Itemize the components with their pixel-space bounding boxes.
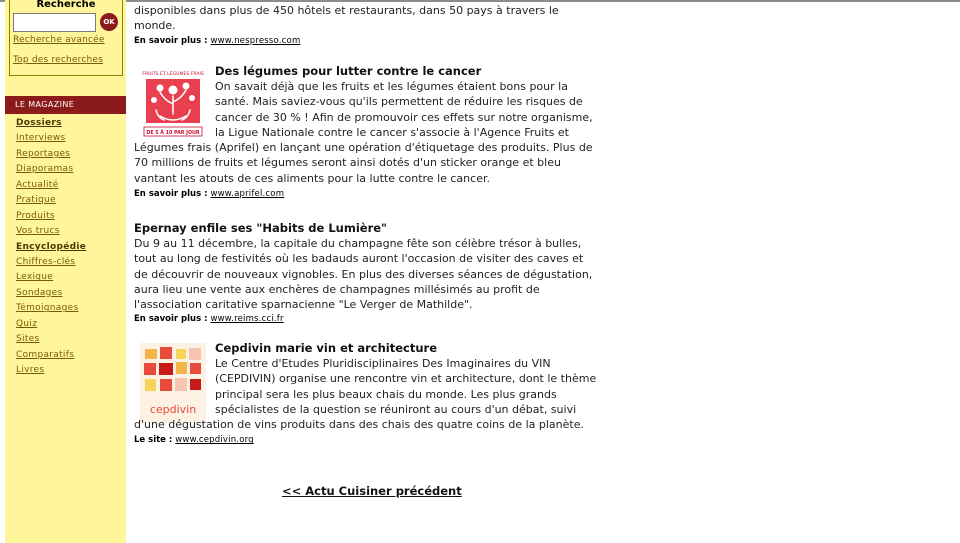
magazine-item-livres[interactable]: Livres <box>16 365 45 375</box>
article-cepdivin <box>134 341 598 446</box>
search-input[interactable] <box>13 13 96 32</box>
cepdivin-logo <box>140 343 206 415</box>
magazine-item-vos-trucs[interactable]: Vos trucs <box>16 226 60 237</box>
article-epernay <box>134 221 598 325</box>
reims-cci-link[interactable]: www.reims.cci.fr <box>210 314 284 325</box>
article-nespresso <box>134 3 598 47</box>
article-text: Le Centre d'Etudes Pluridisciplinaires Des Imaginaires du VIN (CEPDIVIN) organise une rencontre vin et architecture, dont le thème principal sera les plus beaux chais du monde. Les plus grands spécialistes de la question se réuniront au cours d'un débat, suivi d'une dégustation de vins produits dans des chais des quatre coins de la planète. <box>134 357 597 432</box>
previous-page-link[interactable]: << Actu Cuisiner précédent <box>282 484 462 498</box>
search-title: Recherche <box>36 0 96 10</box>
article-title[interactable]: Cepdivin marie vin et architecture <box>215 341 438 355</box>
article-text: Du 9 au 11 décembre, la capitale du champagne fête son célèbre trésor à bulles, tout au long de festivités où les badauds auront l'occasion de visiter des caves et de découvrir de nouveaux vignobles. En plus des diverses séances de dégustation, aura lieu une vente aux enchères de champagnes millésimés au profit de l'association caritative sparnacienne "Le Verger de Mathilde". <box>134 237 593 312</box>
magazine-item-chiffres-cles[interactable]: Chiffres-clés <box>16 256 76 267</box>
article-text: On savait déjà que les fruits et les légumes étaient bons pour la santé. Mais saviez-vous qu'ils permettent de réduire les risques de cancer de 30 % ! Afin de promouvoir ces effets sur notre organisme, la Ligue Nationale contre le cancer s'associe à l'Agence Fruits et Légumes frais (Aprifel) en lançant une opération d'étiquetage des produits. Plus de 70 millions de fruits et légumes seront ainsi dotés d'un sticker orange et bleu vantant les atouts de ces aliments pour la lutte contre le cancer. <box>134 80 593 185</box>
search-panel <box>9 0 123 76</box>
advanced-search-link[interactable]: Recherche avancée <box>13 35 105 45</box>
magazine-header: LE MAGAZINE <box>5 96 126 114</box>
magazine-item-diaporamas[interactable]: Diaporamas <box>16 164 74 175</box>
magazine-item-produits[interactable]: Produits <box>16 210 55 221</box>
fruits-legumes-logo <box>140 66 206 138</box>
magazine-item-quiz[interactable]: Quiz <box>16 318 38 329</box>
magazine-item-temoignages[interactable]: Témoignages <box>16 303 79 314</box>
magazine-nav <box>16 117 86 379</box>
top-searches-link[interactable]: Top des recherches <box>13 55 104 65</box>
aprifel-link[interactable]: www.aprifel.com <box>210 189 285 200</box>
magazine-item-dossiers[interactable]: Dossiers <box>16 118 62 128</box>
svg-text:DE 5 À 10 PAR JOUR: DE 5 À 10 PAR JOUR <box>146 131 200 136</box>
more-info: Le site : www.cepdivin.org <box>134 435 254 446</box>
search-ok-button[interactable]: OK <box>100 13 118 31</box>
article-legumes <box>134 64 598 200</box>
top-border <box>0 0 960 2</box>
magazine-item-comparatifs[interactable]: Comparatifs <box>16 349 75 360</box>
svg-text:cepdivin: cepdivin <box>149 403 197 416</box>
magazine-item-actualite[interactable]: Actualité <box>16 179 59 190</box>
magazine-item-pratique[interactable]: Pratique <box>16 195 56 206</box>
magazine-item-reportages[interactable]: Reportages <box>16 148 71 159</box>
more-info: En savoir plus : www.nespresso.com <box>134 35 301 46</box>
magazine-item-encyclopedie[interactable]: Encyclopédie <box>16 241 87 252</box>
article-text: disponibles dans plus de 450 hôtels et restaurants, dans 50 pays à travers le monde. <box>134 4 559 33</box>
more-info: En savoir plus : www.reims.cci.fr <box>134 314 284 325</box>
nespresso-link[interactable]: www.nespresso.com <box>210 35 301 46</box>
svg-text:FRUITS ET LÉGUMES FRAIS: FRUITS ET LÉGUMES FRAIS <box>142 72 204 77</box>
magazine-item-sites[interactable]: Sites <box>16 334 40 345</box>
magazine-item-interviews[interactable]: Interviews <box>16 133 66 144</box>
magazine-item-lexique[interactable]: Lexique <box>16 272 54 283</box>
article-title[interactable]: Des légumes pour lutter contre le cancer <box>215 64 482 78</box>
magazine-item-sondages[interactable]: Sondages <box>16 287 63 298</box>
cepdivin-link[interactable]: www.cepdivin.org <box>175 435 254 446</box>
article-title[interactable]: Epernay enfile ses "Habits de Lumière" <box>134 221 388 235</box>
more-info: En savoir plus : www.aprifel.com <box>134 189 285 200</box>
